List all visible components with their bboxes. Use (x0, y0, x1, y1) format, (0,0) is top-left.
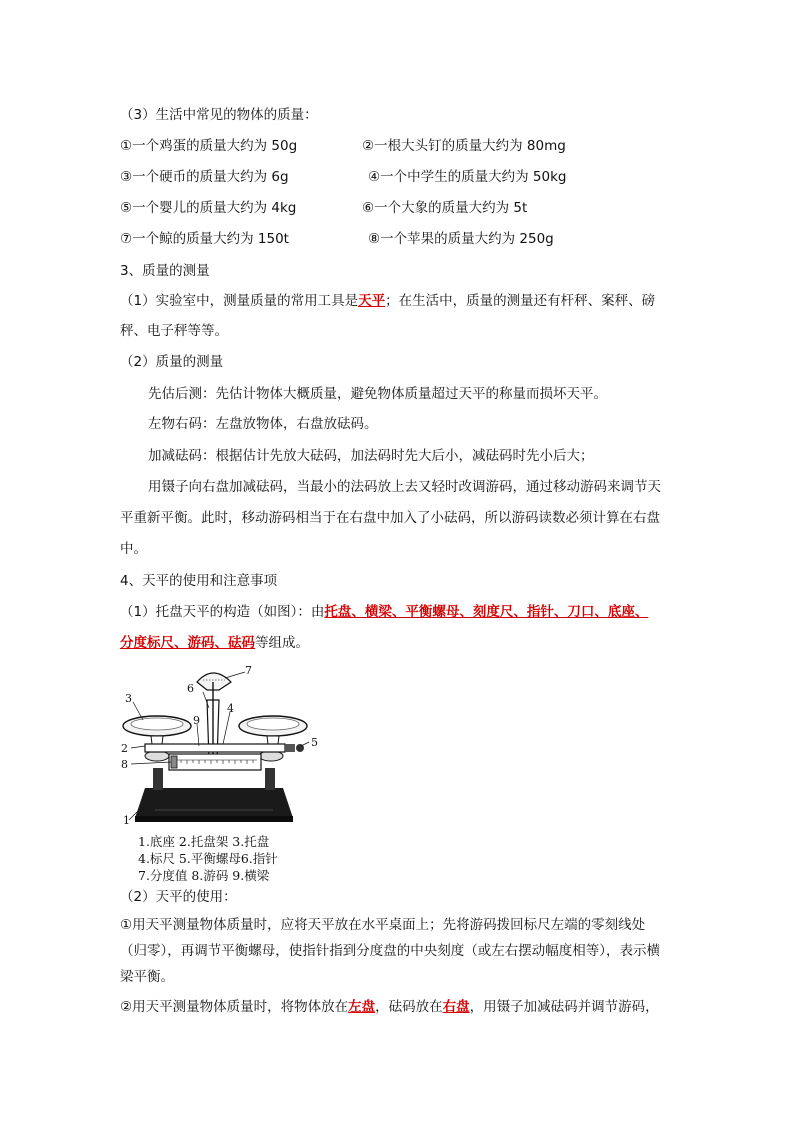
balance-diagram (115, 660, 330, 835)
subheading-measuring: （2）质量的测量 (120, 354, 224, 370)
paragraph-line: 用镊子向右盘加减砝码，当最小的法码放上去又轻时改调游码，通过移动游码来调节天 (148, 479, 661, 495)
label-5: 5 (311, 736, 318, 749)
figure-legend-line: 1.底座 2.托盘架 3.托盘 (138, 834, 270, 849)
paragraph-text: ②用天平测量物体质量时，将物体放在 (120, 999, 349, 1015)
label-7: 7 (245, 664, 252, 677)
mass-item: ④一个中学生的质量大约为 50kg (368, 169, 567, 185)
mass-item: ①一个鸡蛋的质量大约为 50g (120, 138, 298, 154)
paragraph-text: ，砝码放在 (375, 999, 443, 1015)
highlight-answer: 托盘、横梁、平衡螺母、刻度尺、指针、刀口、底座、 (324, 604, 649, 620)
paragraph-text: （1）托盘天平的构造（如图）：由 (120, 604, 325, 620)
label-9: 9 (193, 714, 200, 727)
paragraph-line: 平重新平衡。此时，移动游码相当于在右盘中加入了小砝码，所以游码读数必须计算在右盘 (120, 510, 660, 526)
label-2: 2 (121, 742, 128, 755)
highlight-answer: 天平 (358, 293, 386, 309)
highlight-answer: 分度标尺、游码、砝码 (120, 635, 255, 651)
mass-item: ⑥一个大象的质量大约为 5t (362, 200, 528, 216)
highlight-answer: 右盘 (442, 999, 470, 1015)
step-item: 加减砝码：根据估计先放大砝码，加法码时先大后小，减砝码时先小后大； (148, 448, 594, 464)
paragraph-text: 等组成。 (255, 635, 309, 651)
usage-line: 梁平衡。 (120, 969, 174, 985)
mass-item: ③一个硬币的质量大约为 6g (120, 169, 289, 185)
figure-legend-line: 7.分度值 8.游码 9.横梁 (138, 868, 270, 883)
paragraph-tools-cont: 秤、电子秤等等。 (120, 323, 228, 339)
section-title-balance-usage: 4、天平的使用和注意事项 (120, 573, 278, 589)
section-heading-common-masses: （3）生活中常见的物体的质量： (120, 107, 318, 123)
mass-item: ⑤一个婴儿的质量大约为 4kg (120, 200, 297, 216)
paragraph-structure-cont (120, 634, 309, 652)
label-1: 1 (123, 814, 130, 827)
mass-item: ⑧一个苹果的质量大约为 250g (368, 231, 554, 247)
base-shape (135, 788, 293, 818)
highlight-answer: 左盘 (348, 999, 376, 1015)
figure-legend-line: 4.标尺 5.平衡螺母6.指针 (138, 851, 278, 866)
label-8: 8 (121, 758, 128, 771)
usage-line: ①用天平测量物体质量时，应将天平放在水平桌面上；先将游码拨回标尺左端的零刻线处 (120, 917, 646, 933)
step-item: 左物右码：左盘放物体，右盘放砝码。 (148, 416, 378, 432)
mass-item: ②一根大头钉的质量大约为 80mg (362, 138, 566, 154)
usage-line-weighing (120, 998, 659, 1016)
label-4: 4 (227, 702, 234, 715)
subheading-usage: （2）天平的使用： (120, 889, 237, 905)
label-3: 3 (125, 692, 132, 705)
paragraph-tools (120, 292, 655, 310)
paragraph-line: 中。 (120, 541, 147, 557)
section-title-measurement: 3、质量的测量 (120, 263, 210, 279)
paragraph-text: ；在生活中，质量的测量还有杆秤、案秤、磅 (385, 293, 656, 309)
label-6: 6 (187, 682, 194, 695)
usage-line: （归零），再调节平衡螺母，使指针指到分度盘的中央刻度（或左右摆动幅度相等），表示横 (120, 943, 660, 959)
step-item: 先估后测：先估计物体大概质量，避免物体质量超过天平的称量而损坏天平。 (148, 386, 607, 402)
mass-item: ⑦一个鲸的质量大约为 150t (120, 231, 289, 247)
paragraph-text: ，用镊子加减砝码并调节游码， (469, 999, 659, 1015)
paragraph-text: （1）实验室中，测量质量的常用工具是 (120, 293, 359, 309)
paragraph-structure (120, 603, 648, 621)
